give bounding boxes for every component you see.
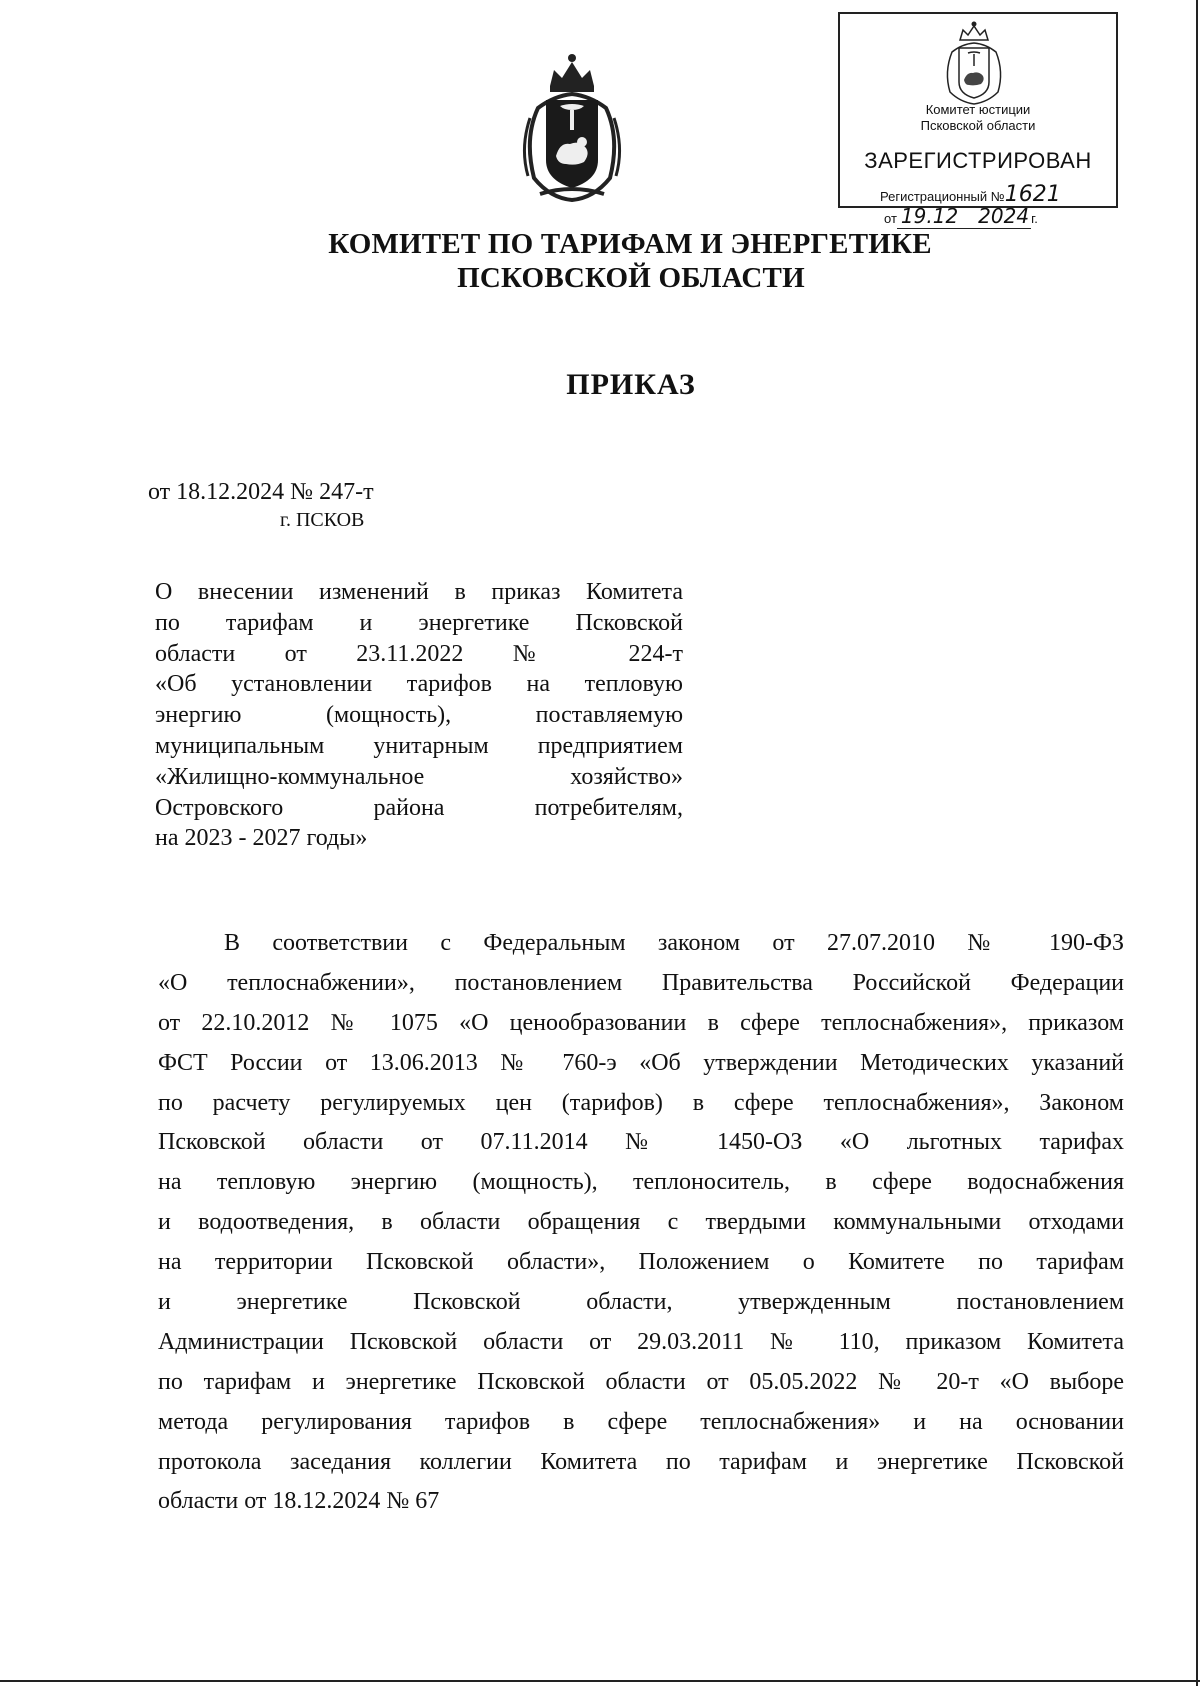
- body-line: метода регулирования тарифов в сфере теплоснабжения» и на основании: [158, 1408, 1124, 1435]
- stamp-date-prefix: от: [884, 211, 897, 226]
- pskov-coat-of-arms-icon: [520, 48, 625, 203]
- body-line: на территории Псковской области», Положением о Комитете по тарифам: [158, 1249, 1124, 1276]
- scan-edge-bottom: [0, 1680, 1200, 1682]
- order-preamble: [158, 924, 1124, 1522]
- subject-line: области от 23.11.2022 № 224-т: [155, 640, 683, 667]
- body-line: протокола заседания коллегии Комитета по тарифам и энергетике Псковской: [158, 1448, 1124, 1475]
- body-line: ФСТ России от 13.06.2013 № 760-э «Об утверждении Методических указаний: [158, 1049, 1124, 1076]
- stamp-year-handwritten: 2024: [978, 204, 1030, 228]
- order-subject: [155, 577, 683, 854]
- stamp-year-suffix: г.: [1031, 211, 1038, 226]
- subject-line: энергию (мощность), поставляемую: [155, 702, 683, 729]
- body-line: от 22.10.2012 № 1075 «О ценообразовании в сфере теплоснабжения», приказом: [158, 1009, 1124, 1036]
- body-line: и водоотведения, в области обращения с твердыми коммунальными отходами: [158, 1209, 1124, 1236]
- stamp-reg-label: Регистрационный №: [880, 189, 1005, 204]
- order-date-number: от 18.12.2024 № 247-т: [148, 479, 374, 505]
- body-line: В соответствии с Федеральным законом от 27.07.2010 № 190-ФЗ: [224, 930, 1124, 956]
- subject-line: по тарифам и энергетике Псковской: [155, 609, 683, 636]
- body-line: Псковской области от 07.11.2014 № 1450-ОЗ «О льготных тарифах: [158, 1129, 1124, 1156]
- registration-stamp: [838, 12, 1118, 228]
- stamp-registration-date: [884, 204, 1038, 228]
- subject-line: на 2023 - 2027 годы»: [155, 825, 368, 852]
- stamp-registered-label: ЗАРЕГИСТРИРОВАН: [864, 148, 1092, 173]
- body-line: на тепловую энергию (мощность), теплоноситель, в сфере водоснабжения: [158, 1169, 1124, 1196]
- org-title-line2: ПСКОВСКОЙ ОБЛАСТИ: [457, 262, 805, 294]
- org-title-line1: КОМИТЕТ ПО ТАРИФАМ И ЭНЕРГЕТИКЕ: [328, 228, 932, 260]
- body-line: по расчету регулируемых цен (тарифов) в сфере теплоснабжения», Законом: [158, 1089, 1124, 1116]
- stamp-authority-line2: Псковской области: [920, 118, 1036, 133]
- body-line: области от 18.12.2024 № 67: [158, 1488, 440, 1515]
- body-line: по тарифам и энергетике Псковской области от 05.05.2022 № 20-т «О выборе: [158, 1368, 1124, 1395]
- stamp-authority-line1: Комитет юстиции: [925, 102, 1031, 117]
- body-line: «О теплоснабжении», постановлением Правительства Российской Федерации: [158, 969, 1124, 996]
- body-line: Администрации Псковской области от 29.03.2011 № 110, приказом Комитета: [158, 1328, 1124, 1355]
- subject-line: О внесении изменений в приказ Комитета: [155, 579, 683, 605]
- body-line: и энергетике Псковской области, утвержденным постановлением: [158, 1289, 1124, 1316]
- stamp-date-handwritten: 19.12: [897, 204, 976, 229]
- subject-line: «Об установлении тарифов на тепловую: [155, 671, 683, 698]
- stamp-coat-of-arms-icon: [942, 18, 1006, 106]
- document-type-title: ПРИКАЗ: [566, 368, 696, 401]
- subject-line: муниципальным унитарным предприятием: [155, 732, 683, 759]
- stamp-reg-number-handwritten: 1621: [1004, 182, 1061, 207]
- order-city: г. ПСКОВ: [280, 509, 365, 531]
- subject-line: Островского района потребителям,: [155, 794, 683, 821]
- subject-line: «Жилищно-коммунальное хозяйство»: [155, 763, 683, 790]
